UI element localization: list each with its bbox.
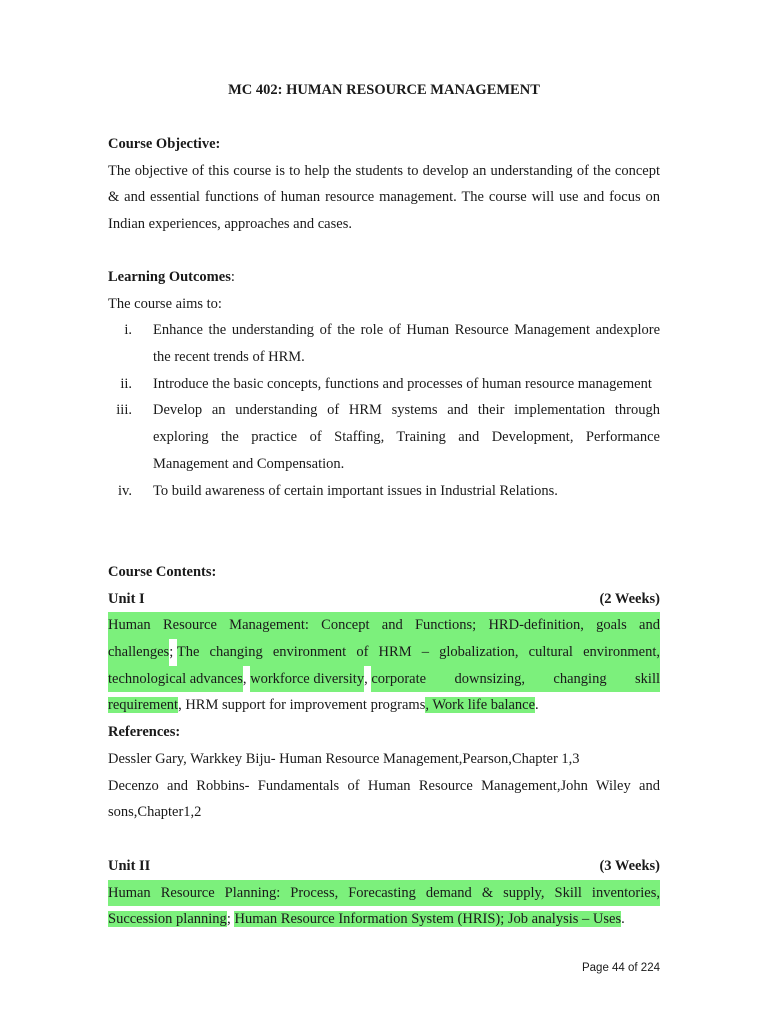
list-item <box>108 478 660 505</box>
list-item-number: ii. <box>120 375 132 392</box>
unit-1-line-4 <box>108 692 660 719</box>
unit-1-separator: , <box>242 670 251 687</box>
list-item-number: i. <box>124 322 132 339</box>
unit-1-reference-2-text: Decenzo and Robbins- Fundamentals of Human Resource Management,John Wiley and <box>108 777 660 794</box>
unit-2-section <box>108 853 660 933</box>
unit-1-reference-2-line-2: sons,Chapter1,2 <box>108 804 202 821</box>
list-item <box>108 317 660 370</box>
unit-1-period: . <box>535 697 539 714</box>
unit-1-topic-highlight: corporate downsizing, changing skill <box>371 666 660 693</box>
list-item-text: Develop an understanding of HRM systems and their implementation through exploring the practice of Staffing, Training and Development, Performance Management and Compensation. <box>153 402 660 472</box>
unit-1-separator: , <box>364 670 372 687</box>
page-title: MC 402: HUMAN RESOURCE MANAGEMENT <box>228 82 540 98</box>
unit-1-topic-highlight: requirement <box>108 697 179 714</box>
unit-1-references-heading: References: <box>108 724 181 741</box>
learning-outcomes-intro: The course aims to: <box>108 295 222 312</box>
unit-2-line-1 <box>108 880 660 907</box>
unit-2-duration: (3 Weeks) <box>599 858 660 874</box>
learning-outcomes-section <box>108 264 660 504</box>
unit-1-header <box>108 586 660 613</box>
list-item-text: Introduce the basic concepts, functions and processes of human resource management <box>153 375 652 392</box>
learning-outcomes-list <box>108 317 660 504</box>
learning-outcomes-heading: Learning Outcomes <box>108 269 231 285</box>
list-item <box>108 371 660 398</box>
unit-1-topic-highlight: challenges <box>108 639 169 666</box>
unit-1-reference-2-line-1 <box>108 773 660 800</box>
unit-1-topic-highlight: The changing environment of HRM – globalization, cultural environment, <box>177 639 660 666</box>
unit-2-topic-highlight: Human Resource Information System (HRIS); Job analysis – Uses <box>234 911 622 928</box>
unit-2-separator: ; <box>226 911 235 928</box>
course-objective-heading: Course Objective: <box>108 136 221 152</box>
unit-1-reference-1: Dessler Gary, Warkkey Biju- Human Resource Management,Pearson,Chapter 1,3 <box>108 750 580 767</box>
unit-2-title: Unit II <box>108 858 151 874</box>
course-contents-heading: Course Contents: <box>108 564 217 580</box>
list-item-text: To build awareness of certain important issues in Industrial Relations. <box>153 482 558 499</box>
list-item-text: Enhance the understanding of the role of Human Resource Management andexplore the recent trends of HRM. <box>153 322 660 366</box>
list-item-number: iv. <box>118 482 132 499</box>
unit-1-plain-text: , HRM support for improvement programs <box>178 697 426 714</box>
course-contents-section <box>108 559 660 826</box>
unit-1-topic-highlight: , Work life balance <box>425 697 536 714</box>
unit-2-header <box>108 853 660 880</box>
learning-outcomes-heading-colon: : <box>230 269 235 285</box>
unit-1-title: Unit I <box>108 590 145 607</box>
course-objective-section <box>108 131 660 238</box>
unit-1-duration: (2 Weeks) <box>599 590 660 607</box>
unit-1-topic-highlight: workforce diversity <box>250 666 364 693</box>
unit-2-period: . <box>621 911 625 928</box>
unit-1-line-3 <box>108 666 660 693</box>
unit-1-topic-highlight: Human Resource Management: Concept and Functions; HRD-definition, goals and <box>108 612 660 639</box>
unit-1-separator: ; <box>169 644 177 661</box>
course-objective-text: The objective of this course is to help the students to develop an understanding of the concept & and essential functions of human resource management. The course will use and focus on Indian experiences, approaches and cases. <box>108 162 660 233</box>
unit-1-line-1 <box>108 612 660 639</box>
unit-2-topic-highlight: Succession planning <box>108 911 227 928</box>
unit-1-topic-highlight: technological advances <box>108 666 243 693</box>
unit-2-topic-highlight: Human Resource Planning: Process, Forecasting demand & supply, Skill inventories, <box>108 880 660 907</box>
learning-outcomes-heading-line <box>108 264 660 291</box>
unit-1-line-2 <box>108 639 660 666</box>
list-item-number: iii. <box>116 402 132 419</box>
list-item <box>108 397 660 477</box>
unit-2-line-2 <box>108 906 660 933</box>
page-number: Page 44 of 224 <box>581 962 660 974</box>
